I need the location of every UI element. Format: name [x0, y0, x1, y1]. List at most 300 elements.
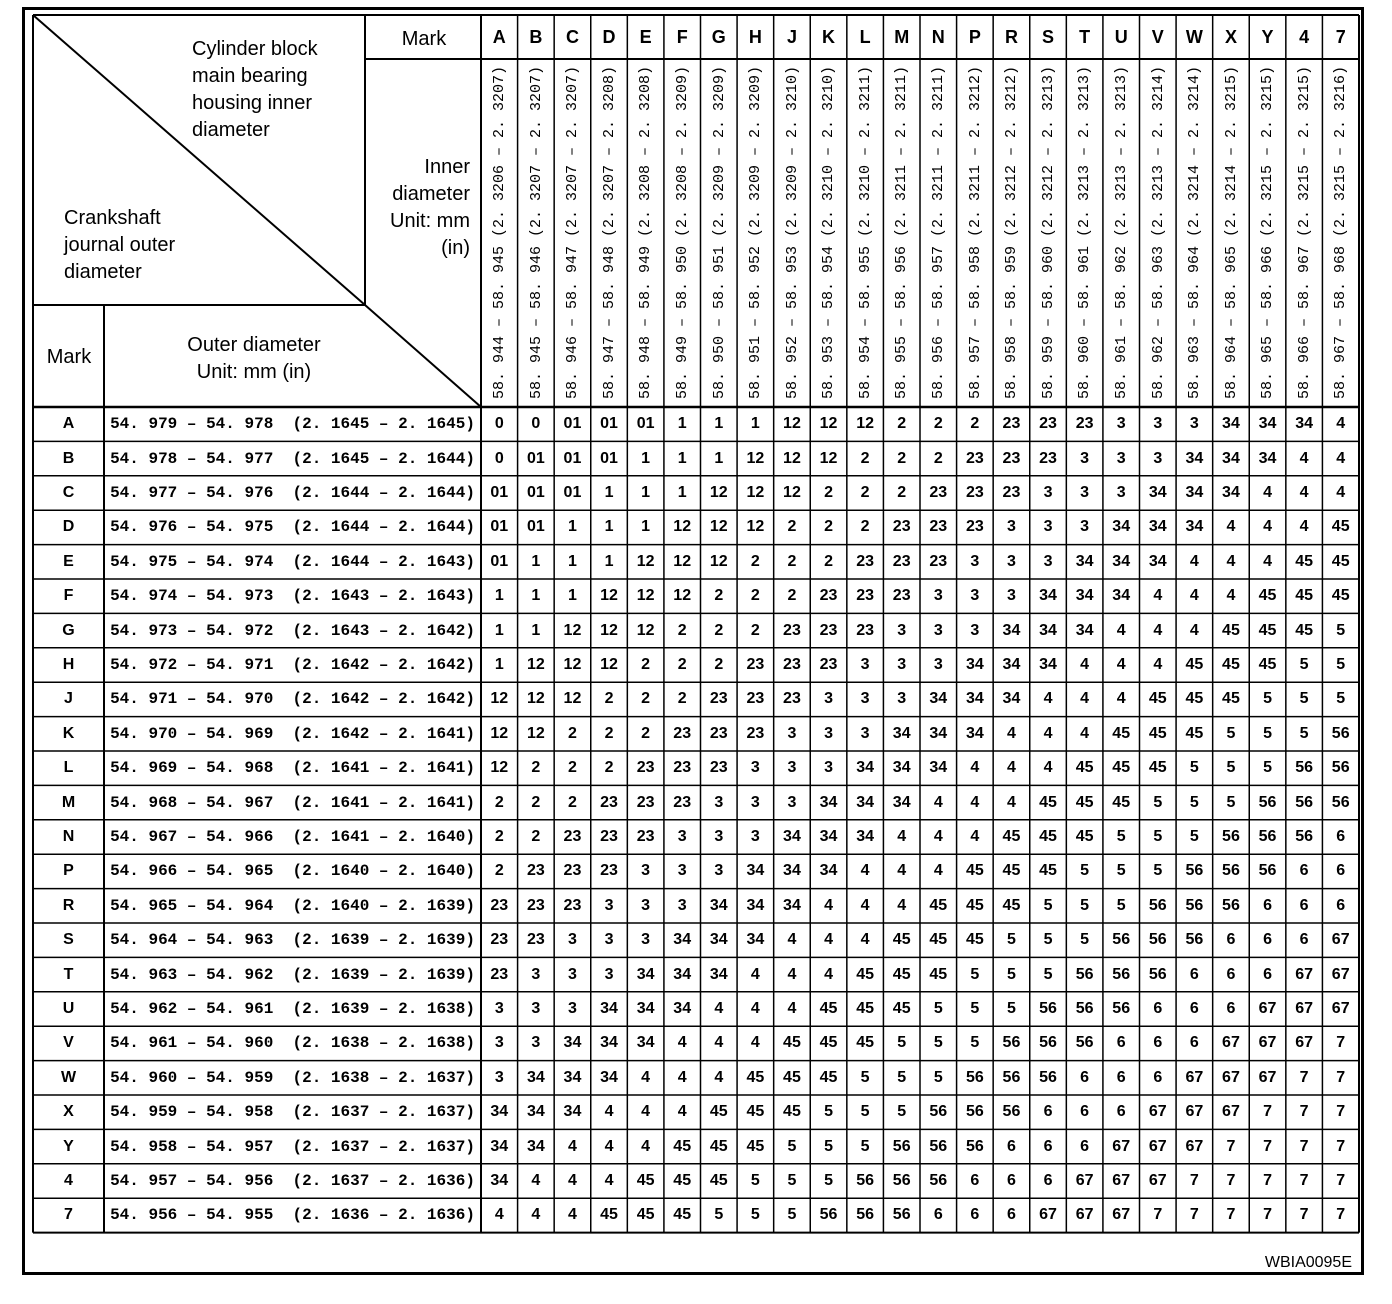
column-range: 58. 956 – 58. 957 (2. 3211 – 2. 3211): [929, 65, 947, 399]
grade-cell: 2: [494, 862, 504, 880]
row-mark: A: [62, 415, 75, 433]
grade-cell: 4: [1226, 518, 1236, 536]
grade-cell: 01: [490, 483, 509, 501]
column-mark: C: [565, 26, 579, 47]
grade-cell: 34: [1222, 449, 1240, 467]
grade-cell: 4: [897, 896, 907, 914]
grade-cell: 23: [1075, 415, 1094, 433]
row-mark: B: [62, 449, 75, 467]
grade-cell: 4: [567, 1171, 577, 1189]
column-mark: E: [639, 26, 652, 47]
grade-cell: 23: [965, 518, 984, 536]
column-mark: L: [859, 26, 871, 47]
grade-cell: 34: [1148, 552, 1167, 570]
grade-cell: 56: [1295, 793, 1314, 811]
grade-cell: 5: [787, 1137, 797, 1155]
column-mark: U: [1114, 26, 1128, 47]
grade-cell: 3: [1043, 483, 1053, 501]
grade-cell: 1: [494, 621, 504, 639]
grade-cell: 3: [933, 655, 943, 673]
row-mark: Y: [63, 1137, 74, 1155]
grade-cell: 56: [1002, 1068, 1021, 1086]
grade-cell: 5: [1153, 862, 1163, 880]
grade-cell: 56: [1112, 931, 1131, 949]
grade-cell: 23: [709, 724, 728, 742]
column-mark: B: [529, 26, 543, 47]
grade-cell: 34: [1258, 449, 1277, 467]
grade-cell: 3: [1080, 483, 1090, 501]
grade-cell: 1: [714, 415, 724, 433]
grade-cell: 23: [856, 621, 875, 639]
column-range: 58. 961 – 58. 962 (2. 3213 – 2. 3213): [1112, 65, 1130, 399]
grade-cell: 4: [970, 827, 980, 845]
grade-cell: 3: [641, 896, 651, 914]
row-outer-diameter: 54. 979 – 54. 978 (2. 1645 – 2. 1645): [110, 415, 475, 434]
grade-cell: 7: [1189, 1171, 1199, 1189]
grade-cell: 01: [600, 415, 618, 433]
grade-cell: 3: [1080, 518, 1090, 536]
row-outer-diameter: 54. 971 – 54. 970 (2. 1642 – 2. 1642): [110, 690, 475, 709]
grade-cell: 34: [929, 690, 948, 708]
grade-cell: 4: [787, 931, 797, 949]
grade-cell: 2: [714, 587, 724, 605]
grade-cell: 4: [1080, 655, 1090, 673]
grade-cell: 34: [673, 965, 692, 983]
grade-cell: 34: [892, 724, 911, 742]
grade-cell: 7: [1189, 1206, 1199, 1224]
grade-cell: 34: [746, 896, 765, 914]
grade-cell: 23: [600, 862, 618, 880]
grade-cell: 4: [1299, 483, 1309, 501]
column-range: 58. 963 – 58. 964 (2. 3214 – 2. 3214): [1185, 65, 1203, 399]
grade-cell: 5: [933, 1068, 943, 1086]
row-mark: F: [63, 587, 74, 605]
column-range: 58. 946 – 58. 947 (2. 3207 – 2. 3207): [563, 65, 581, 399]
column-range: 58. 953 – 58. 954 (2. 3210 – 2. 3210): [820, 65, 838, 399]
grade-cell: 6: [1153, 1068, 1163, 1086]
grade-cell: 3: [714, 793, 724, 811]
column-mark: W: [1185, 26, 1203, 47]
column-mark: H: [748, 26, 762, 47]
grade-cell: 3: [494, 1034, 504, 1052]
grade-cell: 23: [526, 862, 545, 880]
grade-cell: 67: [1258, 999, 1277, 1017]
grade-cell: 4: [604, 1137, 614, 1155]
grade-cell: 3: [970, 621, 980, 639]
grade-cell: 56: [1331, 724, 1350, 742]
grade-cell: 67: [1112, 1206, 1131, 1224]
grade-cell: 3: [567, 931, 577, 949]
column-range: 58. 945 – 58. 946 (2. 3207 – 2. 3207): [527, 65, 545, 399]
row-outer-diameter: 54. 973 – 54. 972 (2. 1643 – 2. 1642): [110, 621, 475, 640]
grade-cell: 56: [1002, 1103, 1021, 1121]
grade-cell: 5: [1336, 690, 1346, 708]
column-mark: N: [931, 26, 945, 47]
grade-cell: 5: [714, 1206, 724, 1224]
row-outer-diameter: 54. 965 – 54. 964 (2. 1640 – 2. 1639): [110, 896, 475, 915]
grade-cell: 56: [1222, 896, 1240, 914]
column-mark: G: [711, 26, 726, 47]
grade-cell: 3: [567, 965, 577, 983]
grade-cell: 4: [1189, 587, 1199, 605]
grade-cell: 3: [641, 862, 651, 880]
column-mark: M: [894, 26, 910, 47]
grade-cell: 34: [965, 690, 984, 708]
grade-cell: 7: [1299, 1137, 1309, 1155]
grade-cell: 2: [824, 483, 833, 501]
grade-cell: 2: [531, 759, 541, 777]
grade-cell: 67: [1295, 1034, 1314, 1052]
grade-cell: 6: [1189, 1034, 1199, 1052]
grade-cell: 56: [1148, 896, 1167, 914]
grade-cell: 7: [1226, 1137, 1236, 1155]
grade-cell: 6: [1336, 827, 1346, 845]
grade-cell: 4: [1189, 552, 1199, 570]
grade-cell: 6: [1263, 931, 1272, 949]
grade-cell: 5: [1299, 655, 1309, 673]
grade-cell: 5: [970, 965, 980, 983]
grade-cell: 56: [892, 1206, 911, 1224]
column-range: 58. 966 – 58. 967 (2. 3215 – 2. 3215): [1295, 65, 1313, 399]
grade-cell: 7: [1336, 1171, 1346, 1189]
grade-cell: 3: [824, 724, 833, 742]
grade-cell: 4: [1006, 759, 1016, 777]
column-range: 58. 950 – 58. 951 (2. 3209 – 2. 3209): [710, 65, 728, 399]
grade-cell: 12: [490, 724, 509, 742]
grade-cell: 12: [636, 552, 655, 570]
grade-cell: 56: [929, 1103, 948, 1121]
grade-cell: 6: [1006, 1137, 1016, 1155]
grade-cell: 3: [897, 621, 907, 639]
row-outer-diameter: 54. 967 – 54. 966 (2. 1641 – 2. 1640): [110, 827, 475, 846]
grade-cell: 6: [1189, 965, 1199, 983]
grade-cell: 45: [1039, 793, 1057, 811]
grade-cell: 56: [1075, 999, 1094, 1017]
grade-cell: 34: [709, 896, 728, 914]
grade-cell: 5: [933, 999, 943, 1017]
column-range: 58. 949 – 58. 950 (2. 3208 – 2. 3209): [673, 65, 691, 399]
grade-cell: 4: [1299, 518, 1309, 536]
grade-cell: 56: [1039, 1068, 1057, 1086]
grade-cell: 45: [965, 862, 984, 880]
grade-cell: 5: [970, 999, 980, 1017]
grade-cell: 4: [1043, 724, 1053, 742]
grade-cell: 4: [750, 999, 760, 1017]
grade-cell: 7: [1263, 1206, 1272, 1224]
grade-cell: 3: [824, 759, 833, 777]
grade-cell: 5: [824, 1171, 833, 1189]
grade-cell: 5: [787, 1171, 797, 1189]
grade-cell: 45: [1002, 862, 1021, 880]
grade-cell: 34: [819, 793, 838, 811]
grade-cell: 3: [604, 931, 614, 949]
grade-cell: 7: [1299, 1206, 1309, 1224]
column-mark: P: [968, 26, 981, 47]
grade-cell: 23: [636, 793, 655, 811]
grade-cell: 34: [965, 655, 984, 673]
grade-cell: 3: [1080, 449, 1090, 467]
grade-cell: 3: [860, 724, 870, 742]
grade-cell: 12: [819, 415, 838, 433]
grade-cell: 45: [783, 1068, 801, 1086]
row-mark: D: [62, 518, 75, 536]
grade-cell: 6: [1336, 862, 1346, 880]
grade-cell: 34: [819, 827, 838, 845]
grade-cell: 4: [933, 793, 943, 811]
grade-cell: 67: [1148, 1103, 1167, 1121]
grade-cell: 45: [1331, 518, 1350, 536]
grade-cell: 34: [709, 931, 728, 949]
grade-cell: 23: [563, 862, 582, 880]
grade-cell: 23: [600, 793, 618, 811]
row-outer-diameter: 54. 974 – 54. 973 (2. 1643 – 2. 1643): [110, 587, 475, 606]
grade-cell: 45: [892, 999, 911, 1017]
grade-cell: 4: [1116, 690, 1126, 708]
grade-cell: 67: [1185, 1103, 1204, 1121]
grade-cell: 23: [709, 690, 728, 708]
grade-cell: 6: [970, 1206, 980, 1224]
grade-cell: 5: [1080, 896, 1090, 914]
grade-cell: 5: [897, 1103, 907, 1121]
grade-cell: 56: [1185, 931, 1204, 949]
column-range: 58. 962 – 58. 963 (2. 3213 – 2. 3214): [1149, 65, 1167, 399]
crankshaft-label: Crankshaft journal outer diameter: [64, 207, 176, 283]
grade-cell: 6: [1226, 999, 1236, 1017]
grade-cell: 4: [970, 759, 980, 777]
grade-cell: 23: [526, 896, 545, 914]
grade-cell: 2: [494, 793, 504, 811]
column-range: 58. 955 – 58. 956 (2. 3211 – 2. 3211): [893, 65, 911, 399]
grade-cell: 3: [1043, 552, 1053, 570]
grade-cell: 5: [1189, 827, 1199, 845]
grade-cell: 67: [1331, 965, 1350, 983]
grade-cell: 34: [1002, 690, 1021, 708]
column-mark: D: [602, 26, 616, 47]
grade-cell: 45: [636, 1171, 655, 1189]
grade-cell: 12: [563, 655, 582, 673]
grade-cell: 56: [1331, 793, 1350, 811]
mark-top-label: Mark: [401, 28, 447, 50]
grade-cell: 2: [824, 518, 833, 536]
grade-cell: 45: [1039, 827, 1057, 845]
grade-cell: 23: [819, 587, 838, 605]
grade-cell: 23: [892, 552, 911, 570]
grade-cell: 1: [531, 552, 541, 570]
grade-cell: 67: [1222, 1103, 1240, 1121]
row-mark: C: [62, 483, 75, 501]
row-outer-diameter: 54. 977 – 54. 976 (2. 1644 – 2. 1644): [110, 483, 475, 502]
grade-cell: 3: [933, 587, 943, 605]
grade-cell: 45: [673, 1137, 692, 1155]
grade-cell: 4: [1006, 793, 1016, 811]
grade-cell: 3: [531, 999, 541, 1017]
grade-cell: 6: [1226, 931, 1236, 949]
grade-cell: 4: [1263, 552, 1272, 570]
grade-cell: 34: [1075, 587, 1094, 605]
grade-cell: 4: [1006, 724, 1016, 742]
grade-cell: 34: [600, 999, 618, 1017]
grade-cell: 3: [750, 759, 760, 777]
grade-cell: 23: [746, 655, 765, 673]
grade-cell: 23: [783, 655, 801, 673]
grade-cell: 2: [933, 415, 943, 433]
grade-cell: 4: [1116, 655, 1126, 673]
row-mark: X: [63, 1103, 74, 1121]
grade-cell: 4: [714, 1068, 724, 1086]
grade-cell: 3: [567, 999, 577, 1017]
grade-cell: 4: [714, 999, 724, 1017]
grade-cell: 5: [1006, 965, 1016, 983]
grade-cell: 4: [787, 965, 797, 983]
grade-cell: 3: [714, 862, 724, 880]
grade-cell: 7: [1336, 1068, 1346, 1086]
grade-cell: 2: [604, 759, 614, 777]
grade-cell: 7: [1263, 1103, 1272, 1121]
grade-cell: 4: [641, 1103, 651, 1121]
grade-cell: 6: [970, 1171, 980, 1189]
grade-cell: 12: [636, 621, 655, 639]
grade-cell: 45: [819, 999, 838, 1017]
grade-cell: 5: [1043, 931, 1053, 949]
grade-cell: 45: [1258, 655, 1277, 673]
grade-cell: 4: [1153, 587, 1163, 605]
grade-cell: 56: [856, 1171, 875, 1189]
grade-cell: 34: [636, 999, 655, 1017]
grade-cell: 45: [819, 1068, 838, 1086]
grade-cell: 4: [824, 965, 833, 983]
grade-cell: 3: [494, 999, 504, 1017]
row-outer-diameter: 54. 978 – 54. 977 (2. 1645 – 2. 1644): [110, 449, 475, 468]
grade-cell: 34: [490, 1103, 509, 1121]
grade-cell: 4: [641, 1068, 651, 1086]
column-mark: R: [1004, 26, 1018, 47]
grade-cell: 12: [709, 483, 728, 501]
grade-cell: 12: [526, 724, 545, 742]
grade-cell: 3: [531, 965, 541, 983]
grade-cell: 2: [531, 793, 541, 811]
grade-cell: 23: [673, 724, 692, 742]
grade-cell: 4: [1043, 690, 1053, 708]
grade-cell: 12: [783, 449, 801, 467]
grade-cell: 23: [929, 483, 948, 501]
column-range: 58. 965 – 58. 966 (2. 3215 – 2. 3215): [1259, 65, 1277, 399]
grade-cell: 4: [1043, 759, 1053, 777]
grade-cell: 3: [677, 862, 687, 880]
grade-cell: 1: [567, 587, 577, 605]
column-mark: F: [676, 26, 688, 47]
grade-cell: 5: [1153, 793, 1163, 811]
grade-cell: 56: [1112, 999, 1131, 1017]
grade-cell: 3: [641, 931, 651, 949]
grade-cell: 56: [1112, 965, 1131, 983]
grade-cell: 34: [1185, 449, 1204, 467]
column-mark: A: [492, 26, 506, 47]
grade-cell: 23: [746, 724, 765, 742]
grade-cell: 23: [709, 759, 728, 777]
grade-cell: 3: [787, 724, 797, 742]
grade-cell: 4: [1336, 449, 1346, 467]
row-mark: S: [63, 931, 74, 949]
grade-cell: 3: [860, 655, 870, 673]
grade-cell: 3: [494, 1068, 504, 1086]
column-range: 58. 954 – 58. 955 (2. 3210 – 2. 3211): [856, 65, 874, 399]
grade-cell: 45: [819, 1034, 838, 1052]
grade-cell: 34: [929, 724, 948, 742]
grade-cell: 5: [1299, 690, 1309, 708]
grade-cell: 4: [897, 827, 907, 845]
row-outer-diameter: 54. 969 – 54. 968 (2. 1641 – 2. 1641): [110, 759, 475, 778]
column-mark: V: [1151, 26, 1164, 47]
grade-cell: 4: [860, 862, 870, 880]
grade-cell: 3: [750, 827, 760, 845]
grade-cell: 1: [604, 483, 614, 501]
grade-cell: 34: [563, 1068, 582, 1086]
grade-cell: 4: [933, 862, 943, 880]
row-outer-diameter: 54. 975 – 54. 974 (2. 1644 – 2. 1643): [110, 552, 475, 571]
grade-cell: 34: [673, 999, 692, 1017]
grade-cell: 6: [1226, 965, 1236, 983]
grade-cell: 34: [746, 862, 765, 880]
grade-cell: 34: [783, 896, 801, 914]
grade-cell: 12: [526, 655, 545, 673]
grade-cell: 34: [892, 759, 911, 777]
grade-cell: 2: [897, 449, 907, 467]
grade-cell: 3: [1153, 449, 1163, 467]
grade-cell: 12: [856, 415, 875, 433]
grade-cell: 34: [1222, 483, 1240, 501]
grade-cell: 4: [1226, 552, 1236, 570]
grade-cell: 12: [600, 621, 618, 639]
grade-cell: 34: [1039, 621, 1057, 639]
grade-cell: 4: [1080, 690, 1090, 708]
grade-cell: 2: [897, 415, 907, 433]
grade-cell: 4: [604, 1103, 614, 1121]
grade-cell: 34: [1185, 518, 1204, 536]
grade-cell: 4: [1080, 724, 1090, 742]
grade-cell: 6: [1153, 999, 1163, 1017]
column-range: 58. 957 – 58. 958 (2. 3211 – 2. 3212): [966, 65, 984, 399]
grade-cell: 23: [856, 552, 875, 570]
grade-cell: 7: [1226, 1206, 1236, 1224]
grade-cell: 4: [897, 862, 907, 880]
grade-cell: 56: [1075, 1034, 1094, 1052]
grade-cell: 12: [783, 483, 801, 501]
grade-cell: 12: [746, 518, 765, 536]
grade-cell: 5: [860, 1103, 870, 1121]
grade-cell: 3: [750, 793, 760, 811]
grade-cell: 45: [1258, 587, 1277, 605]
grade-cell: 45: [929, 965, 948, 983]
grade-cell: 2: [787, 552, 797, 570]
grade-cell: 34: [526, 1068, 545, 1086]
grade-cell: 45: [1002, 827, 1021, 845]
grade-cell: 2: [824, 552, 833, 570]
row-outer-diameter: 54. 963 – 54. 962 (2. 1639 – 2. 1639): [110, 965, 475, 984]
grade-cell: 1: [604, 552, 614, 570]
grade-cell: 2: [677, 655, 687, 673]
reference-code: WBIA0095E: [1264, 1254, 1352, 1271]
grade-cell: 56: [1258, 827, 1277, 845]
grade-cell: 45: [1295, 552, 1314, 570]
grade-cell: 56: [1295, 759, 1314, 777]
grade-cell: 2: [750, 587, 760, 605]
grade-cell: 12: [709, 552, 728, 570]
grade-cell: 0: [494, 449, 504, 467]
grade-cell: 12: [673, 552, 692, 570]
grade-cell: 4: [787, 999, 797, 1017]
grade-cell: 6: [1189, 999, 1199, 1017]
grade-cell: 6: [1336, 896, 1346, 914]
